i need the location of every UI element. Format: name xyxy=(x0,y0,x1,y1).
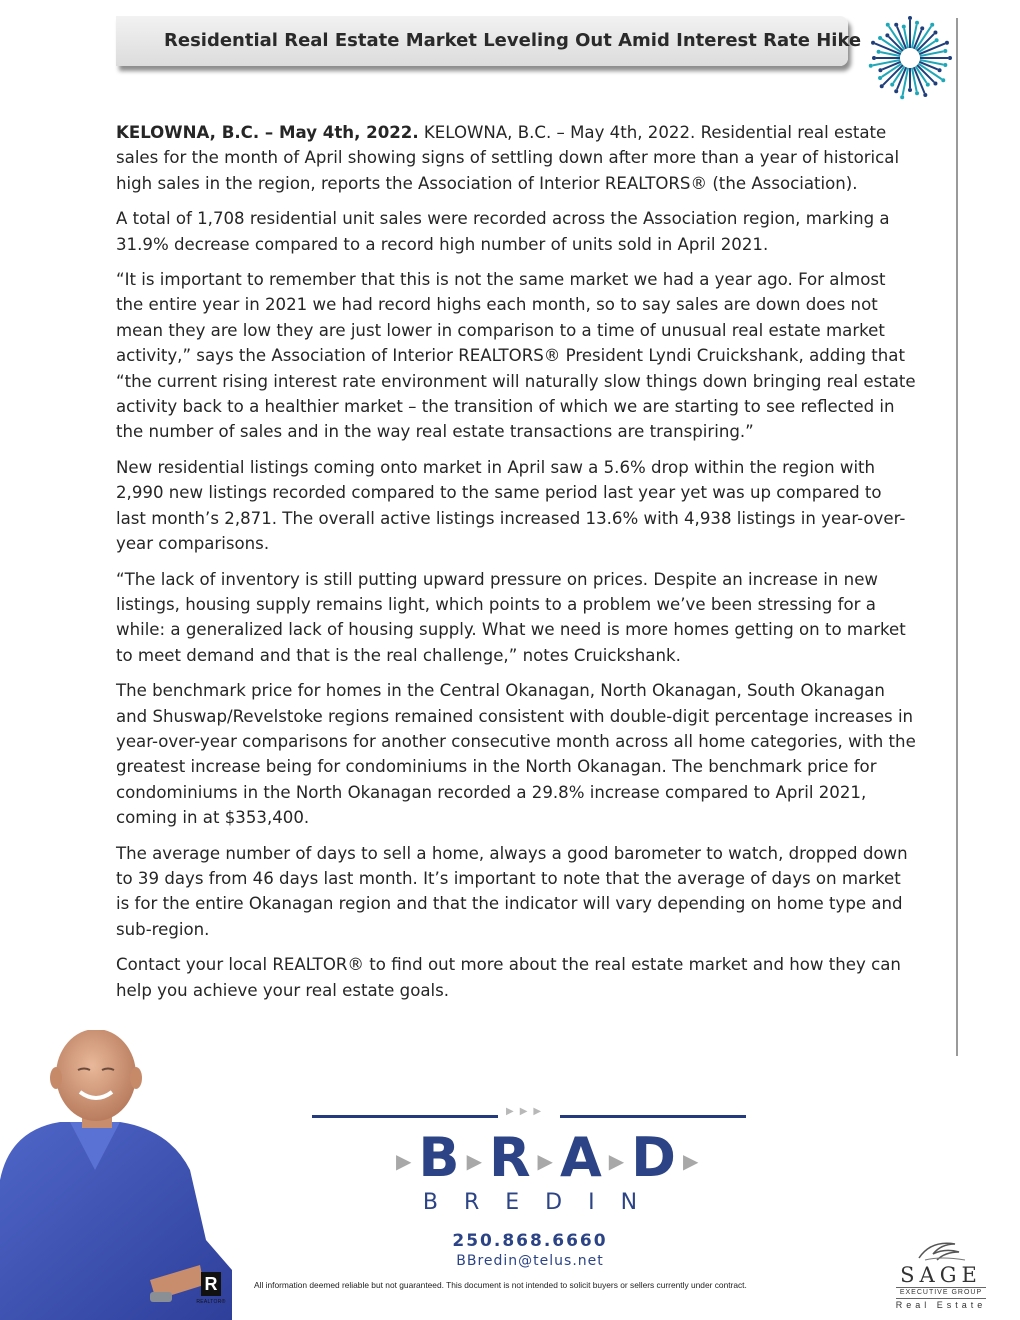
arrow-decoration-icon: ▶ xyxy=(537,1149,556,1174)
starburst-dot xyxy=(945,41,949,45)
starburst-dot xyxy=(878,36,882,40)
arrow-decoration-icon: ▶ xyxy=(608,1149,628,1174)
starburst-dot xyxy=(871,41,875,45)
starburst-dot xyxy=(878,68,882,72)
realtor-mark: R xyxy=(201,1272,221,1296)
starburst-dot xyxy=(894,23,898,27)
divider-right xyxy=(560,1115,746,1118)
article-lead-paragraph xyxy=(116,120,916,196)
starburst-dot xyxy=(894,89,898,93)
starburst-dot xyxy=(923,93,927,97)
first-name-letter: B xyxy=(418,1126,463,1189)
starburst-dot xyxy=(935,38,939,42)
dateline: KELOWNA, B.C. – May 4th, 2022. xyxy=(116,123,419,142)
first-name-letter: R xyxy=(488,1126,534,1189)
starburst-dot xyxy=(938,68,942,72)
starburst-dot xyxy=(885,33,889,37)
starburst-dot xyxy=(878,76,882,80)
starburst-dot xyxy=(908,16,912,20)
starburst-dot xyxy=(886,23,890,27)
starburst-dot xyxy=(915,91,919,95)
agent-phone[interactable]: 250.868.6660 xyxy=(452,1231,608,1251)
starburst-dot xyxy=(908,88,912,92)
starburst-dot xyxy=(880,84,884,88)
arrow-decoration-icon: ▶ xyxy=(682,1149,702,1174)
agent-first-name xyxy=(392,1126,702,1191)
realtor-label: REALTOR® xyxy=(196,1299,226,1305)
article-body xyxy=(116,120,916,1013)
realtor-logo-icon xyxy=(196,1272,226,1312)
article-paragraph: “It is important to remember that this is not the same market we had a year ago. For almost the entire year in 2021 we had record highs each month, so to say sales are down does not mean they are low they are just lower in comparison to a time of unusual real estate market activity,” says the Association of Interior REALTORS® President Lyndi Cruickshank, adding that “the current rising interest rate environment will naturally slow things down bringing real estate activity back to a healthier market – the transition of which we are starting to see reflected in the number of sales and in the way real estate transactions are transpiring.” xyxy=(116,270,916,442)
divider-left xyxy=(312,1115,498,1118)
brokerage-name: SAGE xyxy=(900,1263,982,1287)
starburst-dot xyxy=(930,23,934,27)
agent-last-name: BREDIN xyxy=(422,1190,664,1215)
header-banner xyxy=(116,16,862,66)
article-paragraph: New residential listings coming onto market in April saw a 5.6% drop within the region with 2,990 new listings recorded compared to the same period last year yet was up compared to last month’s 2,871. The overall active listings increased 13.6% with 4,938 listings in year-over-year comparisons. xyxy=(116,457,906,554)
starburst-dot xyxy=(943,49,947,53)
starburst-dot xyxy=(900,95,904,99)
starburst-dot xyxy=(890,83,894,87)
agent-email[interactable]: BBredin@telus.net xyxy=(456,1253,604,1269)
article-paragraph: The benchmark price for homes in the Central Okanagan, North Okanagan, South Okanagan and Shuswap/Revelstoke regions remained consistent with double-digit percentage increases in year-over-year comparisons for another consecutive month across all home categories, with the greatest increase being for condominiums in the North Okanagan. The benchmark price for condominiums in the North Okanagan recorded a 29.8% increase compared to April 2021, coming in at $353,400. xyxy=(116,681,916,828)
starburst-icon xyxy=(866,14,954,102)
starburst-dot xyxy=(869,64,873,68)
starburst-dot xyxy=(920,26,924,30)
starburst-dot xyxy=(941,78,945,82)
starburst-dot xyxy=(872,56,876,60)
starburst-dot xyxy=(926,83,930,87)
article-paragraph: The average number of days to sell a home, always a good barometer to watch, dropped down to 39 days from 46 days last month. It’s important to note that the average of days on market is for the entire Okanagan region and that the indicator will vary depending on home type and sub-region. xyxy=(116,843,908,939)
starburst-dot xyxy=(877,50,881,54)
starburst-dot xyxy=(948,56,952,60)
sage-swoosh-icon xyxy=(911,1238,971,1264)
brokerage-line2: Real Estate xyxy=(895,1300,987,1310)
arrow-decoration-icon: ▶ xyxy=(396,1149,415,1174)
article-paragraph: “The lack of inventory is still putting upward pressure on prices. Despite an increase in new listings, housing supply remains light, which points to a problem we’ve been stressing for a while: a generalized lack of housing supply. What we need is more homes getting on to market to meet demand and that is the real challenge,” notes Cruickshank. xyxy=(116,569,906,665)
first-name-letter: D xyxy=(631,1126,679,1189)
vertical-divider xyxy=(956,18,958,1056)
brokerage-line1: EXECUTIVE GROUP xyxy=(896,1287,986,1299)
lead-text: KELOWNA, B.C. – May 4th, 2022. Residential real estate sales for the month of April showing signs of settling down after more than a year of historical high sales in the region, reports the Association of Interior REALTORS® (the Association). xyxy=(116,123,900,193)
starburst-dot xyxy=(933,81,937,85)
page-title: Residential Real Estate Market Leveling Out Amid Interest Rate Hike xyxy=(164,30,862,51)
disclaimer: All information deemed reliable but not guaranteed. This document is not intended to solicit buyers or sellers currently under contract. xyxy=(254,1280,747,1290)
starburst-dot xyxy=(915,21,919,25)
arrow-decoration-icon: ▶▶▶ xyxy=(506,1106,548,1117)
first-name-letter: A xyxy=(559,1126,605,1189)
article-paragraph: A total of 1,708 residential unit sales were recorded across the Association region, marking a 31.9% decrease compared to a record high number of units sold in April 2021. xyxy=(116,209,890,254)
sage-logo xyxy=(886,1238,996,1311)
arrow-decoration-icon: ▶ xyxy=(466,1149,485,1174)
starburst-dot xyxy=(933,31,937,35)
starburst-dot xyxy=(902,25,906,29)
article-paragraph: Contact your local REALTOR® to find out more about the real estate market and how they can help you achieve your real estate goals. xyxy=(116,955,901,1000)
starburst-dot xyxy=(943,63,947,67)
